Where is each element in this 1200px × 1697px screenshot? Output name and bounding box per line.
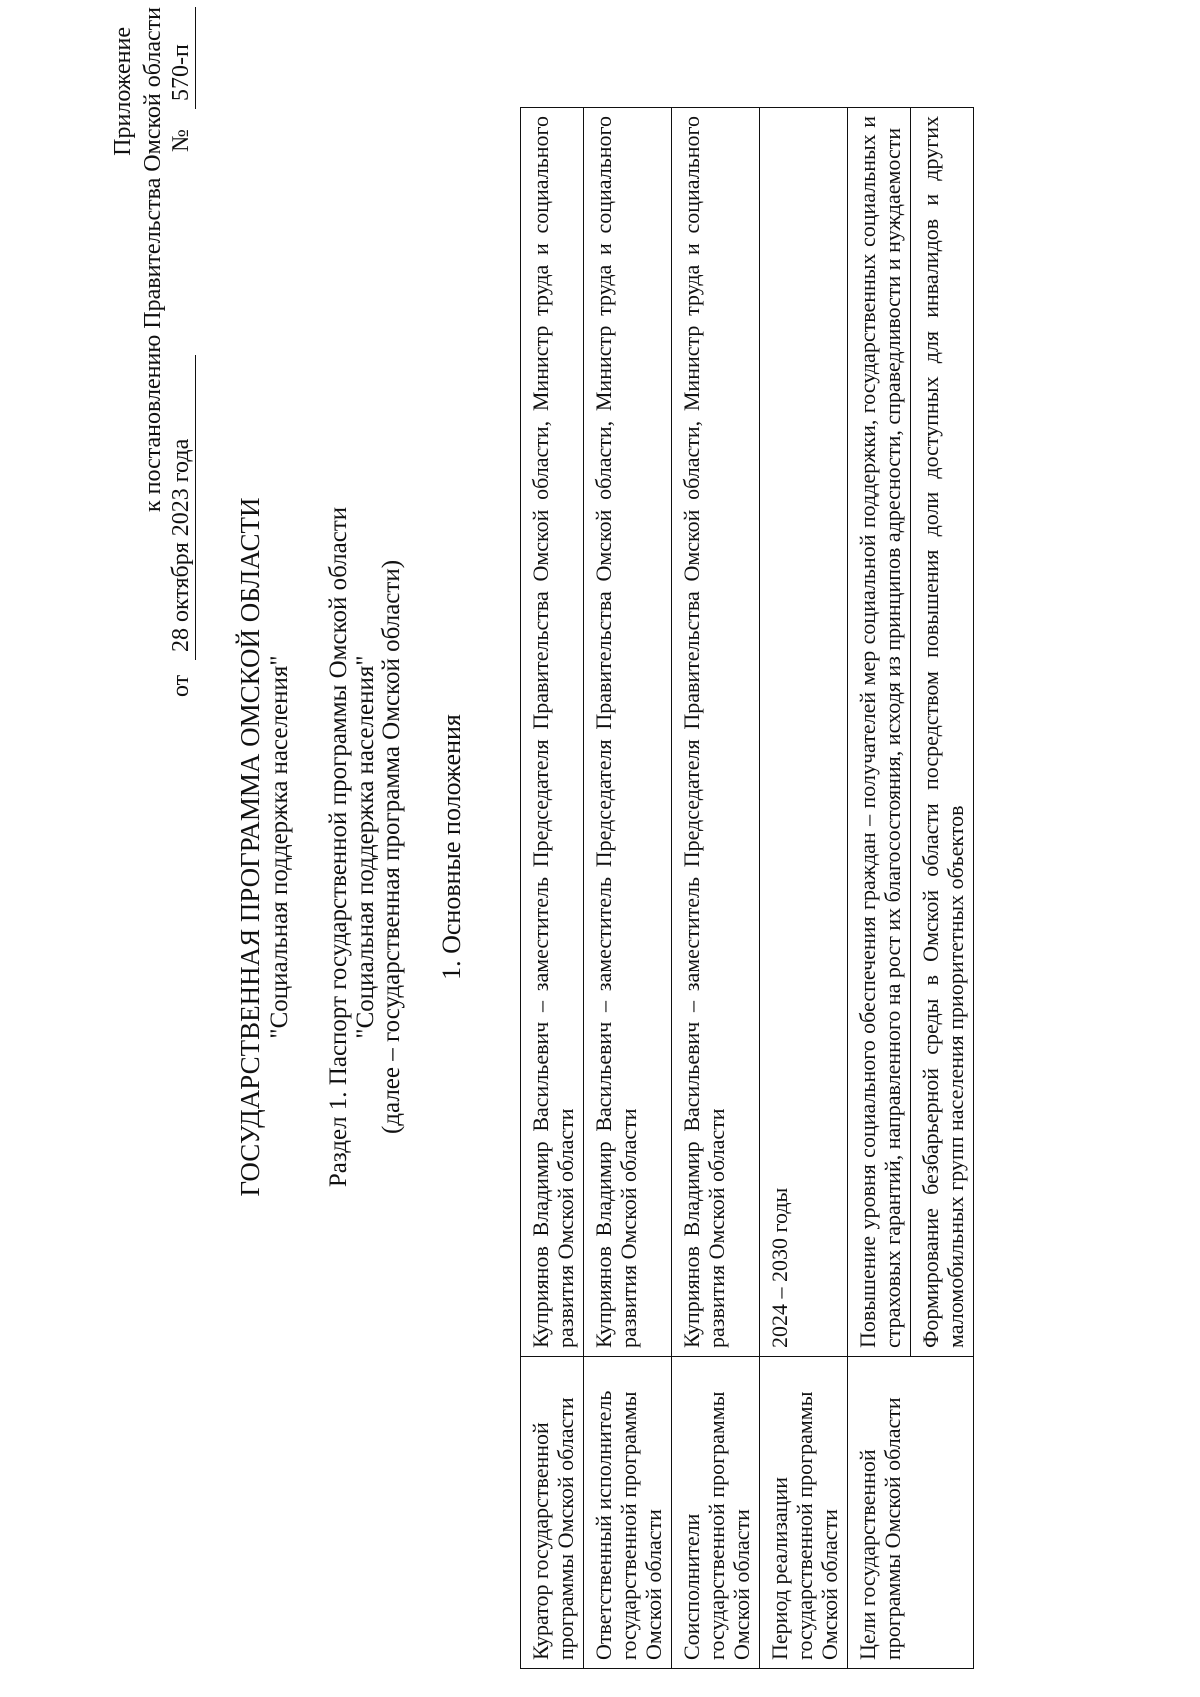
row-value: Куприянов Владимир Васильевич – заместитель Председателя Правительства Омской области, Министр труда и социального развития Омской области <box>521 108 584 1357</box>
decree-number: 570-п <box>168 7 196 109</box>
table-row <box>672 108 760 1669</box>
row-label: Период реализации государственной программы Омской области <box>760 1357 848 1669</box>
row-label: Соисполнители государственной программы Омской области <box>672 1357 760 1669</box>
program-subtitle: "Социальная поддержка населения" <box>266 655 293 1039</box>
goals-label: Цели государственной программы Омской области <box>848 1357 974 1669</box>
section-heading-line3: (далее – государственная программа Омской области) <box>378 559 405 1135</box>
date-from-label: от <box>168 674 194 697</box>
goal-item: Повышение уровня социального обеспечения граждан – получателей мер социальной поддержки, государственных социальных и страховых гарантий, направленного на рост их благосостояния, исходя из принципов адресности, справедливости и нуждаемости <box>848 108 911 1357</box>
annex-decree-reference: к постановлению Правительства Омской области <box>140 7 166 513</box>
table-row <box>760 108 848 1669</box>
row-label: Ответственный исполнитель государственной программы Омской области <box>584 1357 672 1669</box>
decree-date: 28 октября 2023 года <box>168 355 196 660</box>
row-value: 2024 – 2030 годы <box>760 108 848 1357</box>
table-row <box>521 108 584 1669</box>
row-value: Куприянов Владимир Васильевич – заместитель Председателя Правительства Омской области, Министр труда и социального развития Омской области <box>672 108 760 1357</box>
table-row <box>848 108 911 1669</box>
goal-item: Формирование безбарьерной среды в Омской области посредством повышения доли доступных для инвалидов и других маломобильных групп населения приоритетных объектов <box>911 108 974 1357</box>
table-row <box>584 108 672 1669</box>
number-label: № <box>168 129 194 152</box>
annex-title: Приложение <box>110 27 136 156</box>
section-heading-line2: "Социальная поддержка населения" <box>352 655 379 1039</box>
section-heading-line1: Раздел 1. Паспорт государственной программы Омской области <box>325 506 352 1188</box>
passport-table <box>520 107 974 1669</box>
row-label: Куратор государственной программы Омской области <box>521 1357 584 1669</box>
row-value: Куприянов Владимир Васильевич – заместитель Председателя Правительства Омской области, Министр труда и социального развития Омской области <box>584 108 672 1357</box>
program-title: ГОСУДАРСТВЕННАЯ ПРОГРАММА ОМСКОЙ ОБЛАСТИ <box>235 497 265 1197</box>
basic-provisions-heading: 1. Основные положения <box>437 714 466 980</box>
